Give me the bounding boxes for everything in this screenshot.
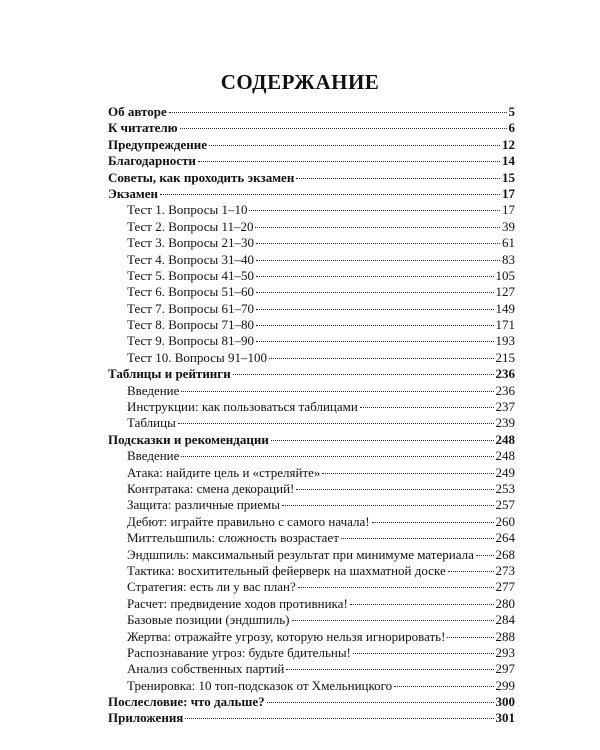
toc-entry-page-number: 301 bbox=[495, 710, 515, 726]
dot-leader bbox=[322, 473, 493, 474]
toc-entry[interactable] bbox=[108, 432, 515, 448]
toc-entry-page-number: 215 bbox=[495, 349, 515, 365]
dot-leader bbox=[286, 669, 493, 670]
toc-entry[interactable] bbox=[108, 661, 515, 677]
toc-entry-label: Тренировка: 10 топ-подсказок от Хмельницкого bbox=[127, 677, 393, 693]
dot-leader bbox=[209, 145, 500, 146]
dot-leader bbox=[255, 227, 500, 228]
page-title: СОДЕРЖАНИЕ bbox=[220, 70, 380, 94]
toc-entry[interactable] bbox=[108, 317, 515, 333]
dot-leader bbox=[296, 489, 493, 490]
dot-leader bbox=[256, 325, 494, 326]
dot-leader bbox=[160, 194, 500, 195]
toc-entry[interactable] bbox=[108, 694, 515, 710]
toc-entry-label: Тест 8. Вопросы 71–80 bbox=[127, 317, 254, 333]
toc-entry-page-number: 288 bbox=[495, 628, 515, 644]
toc-entry[interactable] bbox=[108, 465, 515, 481]
toc-entry[interactable] bbox=[108, 448, 515, 464]
toc-entry[interactable] bbox=[108, 268, 515, 284]
dot-leader bbox=[271, 440, 494, 441]
toc-entry-label: Об авторе bbox=[108, 104, 167, 119]
toc-entry-label: Тест 9. Вопросы 81–90 bbox=[127, 333, 254, 349]
toc-entry-label: Тактика: восхитительный фейерверк на шахматной доске bbox=[127, 562, 446, 578]
toc-entry-label: Тест 7. Вопросы 61–70 bbox=[127, 300, 254, 316]
toc-entry-label: Жертва: отражайте угрозу, которую нельзя игнорировать! bbox=[127, 628, 446, 644]
toc-entry-page-number: 248 bbox=[495, 448, 515, 464]
toc-entry-page-number: 61 bbox=[502, 235, 515, 251]
toc-entry-page-number: 280 bbox=[495, 595, 515, 611]
dot-leader bbox=[341, 538, 494, 539]
dot-leader bbox=[185, 718, 493, 719]
toc-entry-label: Таблицы bbox=[127, 415, 176, 431]
toc-entry[interactable] bbox=[108, 153, 515, 169]
dot-leader bbox=[181, 391, 493, 392]
toc-entry[interactable] bbox=[108, 202, 515, 218]
dot-leader bbox=[298, 587, 494, 588]
dot-leader bbox=[353, 653, 494, 654]
toc-entry[interactable] bbox=[108, 612, 515, 628]
toc-entry-page-number: 15 bbox=[502, 169, 515, 185]
toc-entry-label: Таблицы и рейтинги bbox=[108, 366, 231, 382]
toc-entry-label: Тест 6. Вопросы 51–60 bbox=[127, 284, 254, 300]
toc-entry-page-number: 297 bbox=[495, 661, 515, 677]
toc-entry[interactable] bbox=[108, 596, 515, 612]
toc-entry-page-number: 17 bbox=[502, 202, 515, 218]
toc-entry[interactable] bbox=[108, 678, 515, 694]
toc-entry-page-number: 260 bbox=[495, 513, 515, 529]
toc-entry-page-number: 249 bbox=[495, 464, 515, 480]
toc-entry[interactable] bbox=[108, 333, 515, 349]
toc-entry-page-number: 149 bbox=[495, 300, 515, 316]
toc-entry[interactable] bbox=[108, 530, 515, 546]
dot-leader bbox=[169, 112, 507, 113]
dot-leader bbox=[256, 260, 500, 261]
toc-entry[interactable] bbox=[108, 137, 515, 153]
dot-leader bbox=[256, 292, 494, 293]
toc-entry[interactable] bbox=[108, 252, 515, 268]
toc-entry-page-number: 5 bbox=[508, 104, 515, 119]
dot-leader bbox=[256, 309, 494, 310]
toc-entry-label: Дебют: играйте правильно с самого начала! bbox=[127, 513, 370, 529]
toc-entry[interactable] bbox=[108, 219, 515, 235]
dot-leader bbox=[256, 276, 494, 277]
toc-entry[interactable] bbox=[108, 186, 515, 202]
toc-entry[interactable] bbox=[108, 350, 515, 366]
dot-leader bbox=[360, 407, 494, 408]
dot-leader bbox=[180, 128, 507, 129]
toc-entry-page-number: 193 bbox=[495, 333, 515, 349]
toc-entry-label: Введение bbox=[127, 382, 180, 398]
toc-entry-page-number: 14 bbox=[502, 153, 515, 169]
toc-entry-page-number: 300 bbox=[495, 694, 515, 710]
toc-entry-label: Тест 10. Вопросы 91–100 bbox=[127, 349, 267, 365]
toc-entry-label: Инструкции: как пользоваться таблицами bbox=[127, 399, 358, 415]
toc-entry[interactable] bbox=[108, 710, 515, 726]
toc-entry[interactable] bbox=[108, 170, 515, 186]
toc-entry[interactable] bbox=[108, 301, 515, 317]
toc-entry-page-number: 293 bbox=[495, 644, 515, 660]
dot-leader bbox=[350, 604, 494, 605]
toc-entry-page-number: 127 bbox=[495, 284, 515, 300]
dot-leader bbox=[269, 358, 494, 359]
toc-entry[interactable] bbox=[108, 415, 515, 431]
dot-leader bbox=[233, 374, 494, 375]
toc-entry-label: Советы, как проходить экзамен bbox=[108, 169, 295, 185]
toc-entry-label: Послесловие: что дальше? bbox=[108, 694, 265, 710]
toc-entry-page-number: 257 bbox=[495, 497, 515, 513]
toc-entry-page-number: 239 bbox=[495, 415, 515, 431]
dot-leader bbox=[296, 178, 500, 179]
dot-leader bbox=[198, 161, 500, 162]
toc-entry[interactable] bbox=[108, 563, 515, 579]
toc-entry-page-number: 236 bbox=[495, 366, 515, 382]
toc-entry-page-number: 299 bbox=[495, 677, 515, 693]
toc-entry[interactable] bbox=[108, 547, 515, 563]
toc-entry-label: Тест 4. Вопросы 31–40 bbox=[127, 251, 254, 267]
dot-leader bbox=[292, 620, 494, 621]
toc-entry-label: Тест 2. Вопросы 11–20 bbox=[127, 218, 254, 234]
toc-entry-page-number: 12 bbox=[502, 136, 515, 152]
dot-leader bbox=[448, 571, 494, 572]
toc-entry[interactable] bbox=[108, 579, 515, 595]
dot-leader bbox=[394, 686, 493, 687]
toc-entry-label: Стратегия: есть ли у вас план? bbox=[127, 579, 296, 595]
toc-entry[interactable] bbox=[108, 497, 515, 513]
toc-entry-label: Миттельшпиль: сложность возрастает bbox=[127, 530, 339, 546]
toc-entry-label: Предупреждение bbox=[108, 136, 208, 152]
toc-entry-label: Приложения bbox=[108, 710, 184, 726]
toc-entry[interactable] bbox=[108, 514, 515, 530]
toc-entry-page-number: 253 bbox=[495, 480, 515, 496]
toc-entry-label: Введение bbox=[127, 448, 180, 464]
dot-leader bbox=[282, 505, 494, 506]
toc-entry-label: Тест 1. Вопросы 1–10 bbox=[127, 202, 248, 218]
toc-entry-label: Экзамен bbox=[108, 185, 158, 201]
toc-entry-label: Контратака: смена декораций! bbox=[127, 480, 295, 496]
toc-entry-label: Базовые позиции (эндшпиль) bbox=[127, 612, 290, 628]
toc-entry-label: Защита: различные приемы bbox=[127, 497, 280, 513]
toc-entry-page-number: 248 bbox=[495, 431, 515, 447]
toc-entry-page-number: 284 bbox=[495, 612, 515, 628]
toc-entry-label: Анализ собственных партий bbox=[127, 661, 285, 677]
dot-leader bbox=[267, 702, 494, 703]
dot-leader bbox=[447, 637, 493, 638]
table-of-contents bbox=[108, 104, 515, 727]
toc-entry-label: Подсказки и рекомендации bbox=[108, 431, 269, 447]
toc-entry-label: Атака: найдите цель и «стреляйте» bbox=[127, 464, 321, 480]
dot-leader bbox=[256, 243, 500, 244]
dot-leader bbox=[249, 210, 500, 211]
toc-entry[interactable] bbox=[108, 120, 515, 136]
toc-entry-page-number: 39 bbox=[502, 218, 515, 234]
toc-entry-page-number: 17 bbox=[502, 185, 515, 201]
toc-entry-label: Расчет: предвидение ходов противника! bbox=[127, 595, 348, 611]
toc-entry[interactable] bbox=[108, 629, 515, 645]
toc-entry-page-number: 237 bbox=[495, 399, 515, 415]
toc-entry[interactable] bbox=[108, 383, 515, 399]
toc-entry[interactable] bbox=[108, 235, 515, 251]
dot-leader bbox=[372, 522, 494, 523]
dot-leader bbox=[256, 341, 494, 342]
toc-entry[interactable] bbox=[108, 481, 515, 497]
toc-entry-label: Эндшпиль: максимальный результат при минимуме материала bbox=[127, 546, 474, 562]
dot-leader bbox=[178, 423, 494, 424]
toc-entry-page-number: 105 bbox=[495, 267, 515, 283]
dot-leader bbox=[476, 555, 494, 556]
toc-entry-page-number: 6 bbox=[508, 120, 515, 136]
toc-entry-label: Благодарности bbox=[108, 153, 196, 169]
toc-entry-label: Тест 3. Вопросы 21–30 bbox=[127, 235, 254, 251]
toc-entry[interactable] bbox=[108, 366, 515, 382]
toc-entry-label: Тест 5. Вопросы 41–50 bbox=[127, 267, 254, 283]
toc-entry-page-number: 236 bbox=[495, 382, 515, 398]
toc-entry[interactable] bbox=[108, 284, 515, 300]
toc-entry-label: Распознавание угроз: будьте бдительны! bbox=[127, 644, 351, 660]
toc-entry-label: К читателю bbox=[108, 120, 178, 136]
toc-entry-page-number: 268 bbox=[495, 546, 515, 562]
toc-entry-page-number: 277 bbox=[495, 579, 515, 595]
dot-leader bbox=[181, 456, 493, 457]
toc-entry-page-number: 83 bbox=[502, 251, 515, 267]
toc-entry[interactable] bbox=[108, 645, 515, 661]
toc-entry-page-number: 273 bbox=[495, 562, 515, 578]
toc-entry[interactable] bbox=[108, 104, 515, 120]
toc-entry-page-number: 264 bbox=[495, 530, 515, 546]
toc-entry[interactable] bbox=[108, 399, 515, 415]
toc-entry-page-number: 171 bbox=[495, 317, 515, 333]
